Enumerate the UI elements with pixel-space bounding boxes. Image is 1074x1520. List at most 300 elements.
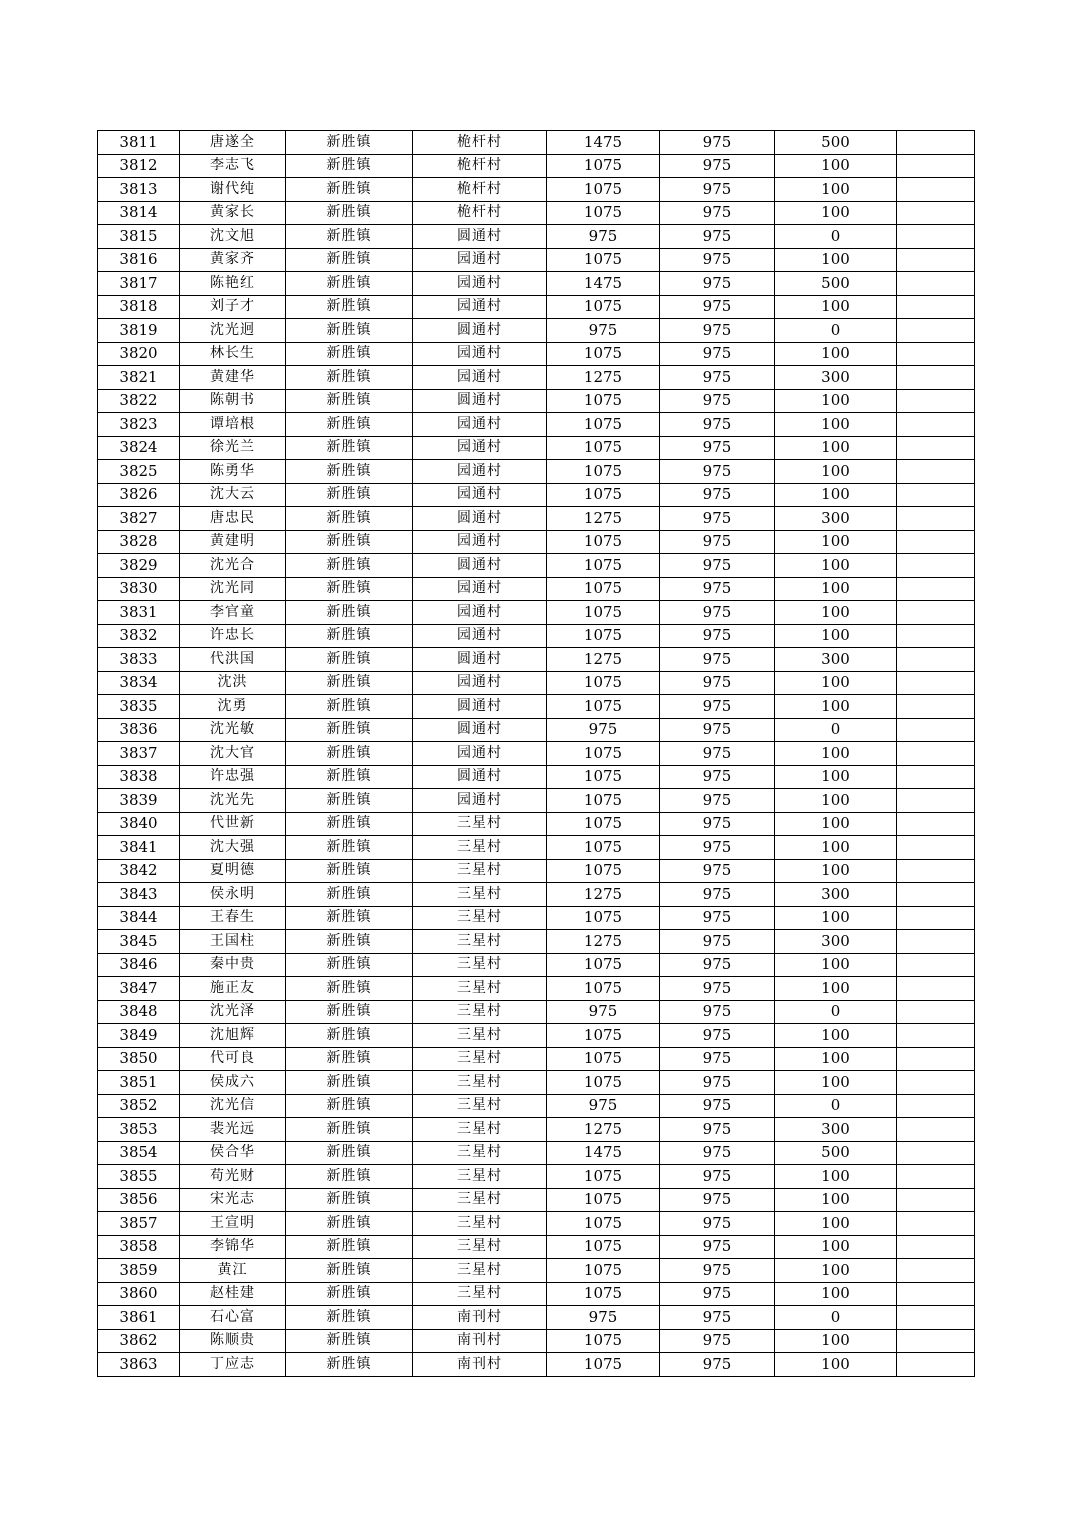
cell-name: 夏明德: [180, 859, 286, 883]
cell-amount-total: 1075: [547, 248, 660, 272]
cell-amount-diff: 0: [775, 1094, 897, 1118]
cell-amount-diff: 500: [775, 1141, 897, 1165]
cell-amount-total: 1075: [547, 953, 660, 977]
cell-amount-total: 975: [547, 319, 660, 343]
cell-town: 新胜镇: [286, 201, 413, 225]
cell-row-number: 3814: [98, 201, 180, 225]
cell-amount-total: 1075: [547, 624, 660, 648]
cell-remark: [897, 483, 975, 507]
cell-village: 三星村: [413, 1235, 547, 1259]
cell-name: 沈大强: [180, 836, 286, 860]
cell-amount-total: 1075: [547, 789, 660, 813]
table-row: [98, 1353, 975, 1377]
table-row: [98, 624, 975, 648]
cell-village: 三星村: [413, 1071, 547, 1095]
cell-amount-diff: 300: [775, 507, 897, 531]
cell-village: 桅杆村: [413, 154, 547, 178]
cell-amount-total: 1075: [547, 1353, 660, 1377]
cell-amount-total: 1075: [547, 460, 660, 484]
cell-amount-base: 975: [660, 601, 775, 625]
cell-amount-total: 975: [547, 1000, 660, 1024]
cell-amount-diff: 100: [775, 836, 897, 860]
cell-name: 沈光合: [180, 554, 286, 578]
cell-amount-diff: 100: [775, 1165, 897, 1189]
cell-remark: [897, 671, 975, 695]
cell-amount-diff: 100: [775, 577, 897, 601]
cell-name: 代洪国: [180, 648, 286, 672]
cell-amount-base: 975: [660, 413, 775, 437]
cell-amount-base: 975: [660, 671, 775, 695]
cell-name: 唐遂全: [180, 131, 286, 155]
cell-remark: [897, 319, 975, 343]
cell-amount-base: 975: [660, 554, 775, 578]
cell-village: 圆通村: [413, 507, 547, 531]
cell-village: 圆通村: [413, 648, 547, 672]
cell-village: 桅杆村: [413, 131, 547, 155]
cell-amount-total: 1075: [547, 1259, 660, 1283]
cell-amount-diff: 100: [775, 765, 897, 789]
cell-row-number: 3836: [98, 718, 180, 742]
document-table-container: [97, 130, 974, 1377]
cell-amount-total: 1075: [547, 765, 660, 789]
table-row: [98, 648, 975, 672]
table-row: [98, 248, 975, 272]
cell-village: 园通村: [413, 413, 547, 437]
cell-row-number: 3826: [98, 483, 180, 507]
cell-amount-base: 975: [660, 483, 775, 507]
cell-remark: [897, 1353, 975, 1377]
cell-amount-base: 975: [660, 1094, 775, 1118]
cell-remark: [897, 1141, 975, 1165]
cell-remark: [897, 413, 975, 437]
cell-amount-total: 1075: [547, 389, 660, 413]
cell-amount-diff: 100: [775, 1235, 897, 1259]
cell-name: 侯成六: [180, 1071, 286, 1095]
cell-remark: [897, 648, 975, 672]
cell-remark: [897, 883, 975, 907]
cell-remark: [897, 178, 975, 202]
cell-name: 徐光兰: [180, 436, 286, 460]
cell-name: 沈勇: [180, 695, 286, 719]
cell-row-number: 3815: [98, 225, 180, 249]
cell-village: 园通村: [413, 601, 547, 625]
cell-name: 代世新: [180, 812, 286, 836]
cell-remark: [897, 906, 975, 930]
cell-town: 新胜镇: [286, 154, 413, 178]
cell-town: 新胜镇: [286, 530, 413, 554]
cell-row-number: 3842: [98, 859, 180, 883]
table-row: [98, 718, 975, 742]
cell-town: 新胜镇: [286, 483, 413, 507]
table-row: [98, 554, 975, 578]
cell-village: 园通村: [413, 624, 547, 648]
cell-town: 新胜镇: [286, 1188, 413, 1212]
cell-row-number: 3824: [98, 436, 180, 460]
cell-amount-base: 975: [660, 225, 775, 249]
cell-village: 圆通村: [413, 389, 547, 413]
cell-name: 黄家齐: [180, 248, 286, 272]
cell-amount-total: 1075: [547, 154, 660, 178]
table-row: [98, 436, 975, 460]
cell-amount-base: 975: [660, 1141, 775, 1165]
cell-row-number: 3822: [98, 389, 180, 413]
cell-town: 新胜镇: [286, 436, 413, 460]
cell-amount-base: 975: [660, 1118, 775, 1142]
cell-remark: [897, 1071, 975, 1095]
cell-town: 新胜镇: [286, 1259, 413, 1283]
cell-village: 园通村: [413, 577, 547, 601]
cell-amount-base: 975: [660, 1329, 775, 1353]
cell-amount-base: 975: [660, 201, 775, 225]
cell-amount-total: 1075: [547, 530, 660, 554]
cell-amount-diff: 100: [775, 977, 897, 1001]
cell-amount-diff: 100: [775, 1353, 897, 1377]
cell-amount-total: 1075: [547, 836, 660, 860]
table-row: [98, 695, 975, 719]
cell-amount-diff: 0: [775, 1000, 897, 1024]
cell-village: 三星村: [413, 1212, 547, 1236]
cell-village: 圆通村: [413, 718, 547, 742]
table-row: [98, 1071, 975, 1095]
cell-town: 新胜镇: [286, 742, 413, 766]
table-row: [98, 201, 975, 225]
cell-remark: [897, 789, 975, 813]
cell-town: 新胜镇: [286, 1306, 413, 1330]
cell-town: 新胜镇: [286, 1000, 413, 1024]
table-row: [98, 977, 975, 1001]
cell-amount-total: 1075: [547, 859, 660, 883]
cell-remark: [897, 1024, 975, 1048]
table-row: [98, 1212, 975, 1236]
cell-amount-total: 1075: [547, 1047, 660, 1071]
cell-amount-diff: 100: [775, 201, 897, 225]
cell-name: 石心富: [180, 1306, 286, 1330]
cell-town: 新胜镇: [286, 366, 413, 390]
cell-amount-base: 975: [660, 178, 775, 202]
cell-amount-base: 975: [660, 319, 775, 343]
table-row: [98, 930, 975, 954]
cell-amount-diff: 300: [775, 1118, 897, 1142]
cell-remark: [897, 295, 975, 319]
cell-name: 施正友: [180, 977, 286, 1001]
cell-town: 新胜镇: [286, 953, 413, 977]
cell-amount-diff: 100: [775, 178, 897, 202]
cell-amount-total: 1075: [547, 601, 660, 625]
cell-remark: [897, 836, 975, 860]
cell-name: 苟光财: [180, 1165, 286, 1189]
cell-town: 新胜镇: [286, 272, 413, 296]
cell-town: 新胜镇: [286, 131, 413, 155]
table-row: [98, 483, 975, 507]
table-row: [98, 1235, 975, 1259]
cell-row-number: 3838: [98, 765, 180, 789]
cell-remark: [897, 272, 975, 296]
cell-name: 沈大云: [180, 483, 286, 507]
cell-remark: [897, 366, 975, 390]
cell-remark: [897, 460, 975, 484]
cell-amount-base: 975: [660, 624, 775, 648]
cell-town: 新胜镇: [286, 624, 413, 648]
cell-row-number: 3833: [98, 648, 180, 672]
cell-village: 圆通村: [413, 225, 547, 249]
cell-amount-base: 975: [660, 366, 775, 390]
cell-amount-base: 975: [660, 953, 775, 977]
cell-town: 新胜镇: [286, 178, 413, 202]
cell-amount-base: 975: [660, 906, 775, 930]
cell-remark: [897, 930, 975, 954]
cell-row-number: 3860: [98, 1282, 180, 1306]
cell-name: 黄家长: [180, 201, 286, 225]
cell-village: 园通村: [413, 671, 547, 695]
cell-village: 园通村: [413, 436, 547, 460]
cell-town: 新胜镇: [286, 554, 413, 578]
cell-remark: [897, 1165, 975, 1189]
cell-amount-base: 975: [660, 131, 775, 155]
cell-amount-base: 975: [660, 812, 775, 836]
cell-amount-base: 975: [660, 930, 775, 954]
cell-amount-total: 1075: [547, 1282, 660, 1306]
cell-row-number: 3819: [98, 319, 180, 343]
cell-village: 三星村: [413, 859, 547, 883]
cell-amount-diff: 100: [775, 1071, 897, 1095]
cell-row-number: 3863: [98, 1353, 180, 1377]
cell-row-number: 3811: [98, 131, 180, 155]
cell-town: 新胜镇: [286, 812, 413, 836]
table-row: [98, 906, 975, 930]
cell-name: 唐忠民: [180, 507, 286, 531]
table-row: [98, 1329, 975, 1353]
cell-row-number: 3847: [98, 977, 180, 1001]
cell-name: 许忠强: [180, 765, 286, 789]
table-row: [98, 272, 975, 296]
cell-amount-diff: 100: [775, 554, 897, 578]
cell-amount-total: 1075: [547, 906, 660, 930]
cell-amount-diff: 0: [775, 718, 897, 742]
cell-village: 三星村: [413, 1024, 547, 1048]
cell-amount-base: 975: [660, 883, 775, 907]
cell-amount-total: 1075: [547, 342, 660, 366]
cell-amount-base: 975: [660, 577, 775, 601]
cell-amount-diff: 100: [775, 953, 897, 977]
table-row: [98, 1047, 975, 1071]
cell-remark: [897, 1235, 975, 1259]
cell-name: 代可良: [180, 1047, 286, 1071]
cell-village: 三星村: [413, 1165, 547, 1189]
cell-village: 园通村: [413, 460, 547, 484]
cell-row-number: 3825: [98, 460, 180, 484]
cell-amount-total: 1075: [547, 1024, 660, 1048]
cell-remark: [897, 389, 975, 413]
cell-amount-diff: 100: [775, 624, 897, 648]
cell-name: 林长生: [180, 342, 286, 366]
cell-row-number: 3856: [98, 1188, 180, 1212]
cell-town: 新胜镇: [286, 977, 413, 1001]
cell-town: 新胜镇: [286, 836, 413, 860]
cell-amount-total: 1075: [547, 483, 660, 507]
cell-amount-base: 975: [660, 789, 775, 813]
table-row: [98, 1118, 975, 1142]
cell-amount-base: 975: [660, 1047, 775, 1071]
table-row: [98, 413, 975, 437]
cell-name: 黄建明: [180, 530, 286, 554]
cell-name: 黄江: [180, 1259, 286, 1283]
cell-remark: [897, 977, 975, 1001]
cell-remark: [897, 1047, 975, 1071]
cell-name: 谢代纯: [180, 178, 286, 202]
cell-amount-diff: 300: [775, 930, 897, 954]
cell-row-number: 3844: [98, 906, 180, 930]
cell-amount-base: 975: [660, 530, 775, 554]
table-row: [98, 1000, 975, 1024]
cell-amount-base: 975: [660, 742, 775, 766]
cell-remark: [897, 1259, 975, 1283]
cell-town: 新胜镇: [286, 1353, 413, 1377]
cell-amount-diff: 100: [775, 248, 897, 272]
cell-amount-total: 1275: [547, 930, 660, 954]
cell-town: 新胜镇: [286, 859, 413, 883]
cell-town: 新胜镇: [286, 930, 413, 954]
cell-amount-diff: 300: [775, 648, 897, 672]
cell-amount-diff: 100: [775, 530, 897, 554]
cell-town: 新胜镇: [286, 1235, 413, 1259]
cell-name: 沈文旭: [180, 225, 286, 249]
cell-name: 王国柱: [180, 930, 286, 954]
cell-row-number: 3845: [98, 930, 180, 954]
cell-amount-base: 975: [660, 1306, 775, 1330]
cell-row-number: 3850: [98, 1047, 180, 1071]
table-row: [98, 742, 975, 766]
cell-amount-diff: 100: [775, 1188, 897, 1212]
cell-village: 圆通村: [413, 695, 547, 719]
cell-town: 新胜镇: [286, 1329, 413, 1353]
cell-village: 圆通村: [413, 319, 547, 343]
cell-name: 宋光志: [180, 1188, 286, 1212]
cell-town: 新胜镇: [286, 765, 413, 789]
cell-amount-diff: 100: [775, 483, 897, 507]
cell-row-number: 3831: [98, 601, 180, 625]
cell-row-number: 3816: [98, 248, 180, 272]
cell-name: 沈旭辉: [180, 1024, 286, 1048]
cell-amount-base: 975: [660, 436, 775, 460]
cell-amount-diff: 100: [775, 413, 897, 437]
cell-town: 新胜镇: [286, 1024, 413, 1048]
cell-amount-diff: 500: [775, 131, 897, 155]
table-row: [98, 1094, 975, 1118]
cell-village: 园通村: [413, 366, 547, 390]
cell-row-number: 3840: [98, 812, 180, 836]
cell-name: 黄建华: [180, 366, 286, 390]
cell-village: 三星村: [413, 1000, 547, 1024]
cell-village: 圆通村: [413, 554, 547, 578]
cell-row-number: 3841: [98, 836, 180, 860]
cell-village: 三星村: [413, 812, 547, 836]
cell-row-number: 3813: [98, 178, 180, 202]
cell-remark: [897, 1094, 975, 1118]
cell-village: 三星村: [413, 977, 547, 1001]
cell-row-number: 3828: [98, 530, 180, 554]
cell-remark: [897, 201, 975, 225]
cell-town: 新胜镇: [286, 577, 413, 601]
cell-town: 新胜镇: [286, 1282, 413, 1306]
cell-remark: [897, 765, 975, 789]
cell-row-number: 3857: [98, 1212, 180, 1236]
cell-name: 沈光信: [180, 1094, 286, 1118]
cell-amount-total: 1075: [547, 1071, 660, 1095]
cell-town: 新胜镇: [286, 413, 413, 437]
cell-town: 新胜镇: [286, 1212, 413, 1236]
table-body: [98, 131, 975, 1377]
cell-remark: [897, 131, 975, 155]
cell-row-number: 3817: [98, 272, 180, 296]
cell-amount-base: 975: [660, 272, 775, 296]
cell-remark: [897, 601, 975, 625]
cell-amount-total: 1075: [547, 436, 660, 460]
table-row: [98, 601, 975, 625]
cell-amount-diff: 0: [775, 319, 897, 343]
cell-village: 三星村: [413, 1259, 547, 1283]
cell-amount-base: 975: [660, 648, 775, 672]
cell-town: 新胜镇: [286, 295, 413, 319]
cell-name: 丁应志: [180, 1353, 286, 1377]
cell-remark: [897, 859, 975, 883]
cell-amount-total: 1475: [547, 272, 660, 296]
cell-amount-diff: 300: [775, 366, 897, 390]
cell-amount-base: 975: [660, 695, 775, 719]
cell-amount-total: 1075: [547, 554, 660, 578]
cell-village: 园通村: [413, 295, 547, 319]
cell-name: 沈光敏: [180, 718, 286, 742]
cell-row-number: 3827: [98, 507, 180, 531]
cell-village: 圆通村: [413, 765, 547, 789]
cell-village: 三星村: [413, 883, 547, 907]
cell-name: 许忠长: [180, 624, 286, 648]
table-row: [98, 225, 975, 249]
cell-amount-total: 1075: [547, 1212, 660, 1236]
cell-name: 秦中贵: [180, 953, 286, 977]
cell-town: 新胜镇: [286, 1047, 413, 1071]
cell-town: 新胜镇: [286, 1165, 413, 1189]
cell-amount-diff: 100: [775, 1024, 897, 1048]
cell-amount-base: 975: [660, 1071, 775, 1095]
cell-row-number: 3823: [98, 413, 180, 437]
table-row: [98, 389, 975, 413]
cell-name: 陈朝书: [180, 389, 286, 413]
cell-amount-diff: 0: [775, 225, 897, 249]
cell-village: 园通村: [413, 248, 547, 272]
table-row: [98, 1259, 975, 1283]
cell-row-number: 3818: [98, 295, 180, 319]
table-row: [98, 460, 975, 484]
table-row: [98, 1165, 975, 1189]
cell-row-number: 3821: [98, 366, 180, 390]
cell-town: 新胜镇: [286, 601, 413, 625]
cell-remark: [897, 1188, 975, 1212]
cell-amount-diff: 100: [775, 1282, 897, 1306]
cell-amount-diff: 100: [775, 1329, 897, 1353]
cell-amount-diff: 0: [775, 1306, 897, 1330]
cell-name: 刘子才: [180, 295, 286, 319]
table-row: [98, 953, 975, 977]
cell-row-number: 3839: [98, 789, 180, 813]
cell-amount-base: 975: [660, 389, 775, 413]
cell-amount-total: 1475: [547, 1141, 660, 1165]
table-row: [98, 366, 975, 390]
cell-amount-base: 975: [660, 1259, 775, 1283]
cell-amount-total: 1075: [547, 1188, 660, 1212]
cell-amount-base: 975: [660, 460, 775, 484]
cell-amount-total: 1075: [547, 1329, 660, 1353]
cell-amount-base: 975: [660, 1188, 775, 1212]
